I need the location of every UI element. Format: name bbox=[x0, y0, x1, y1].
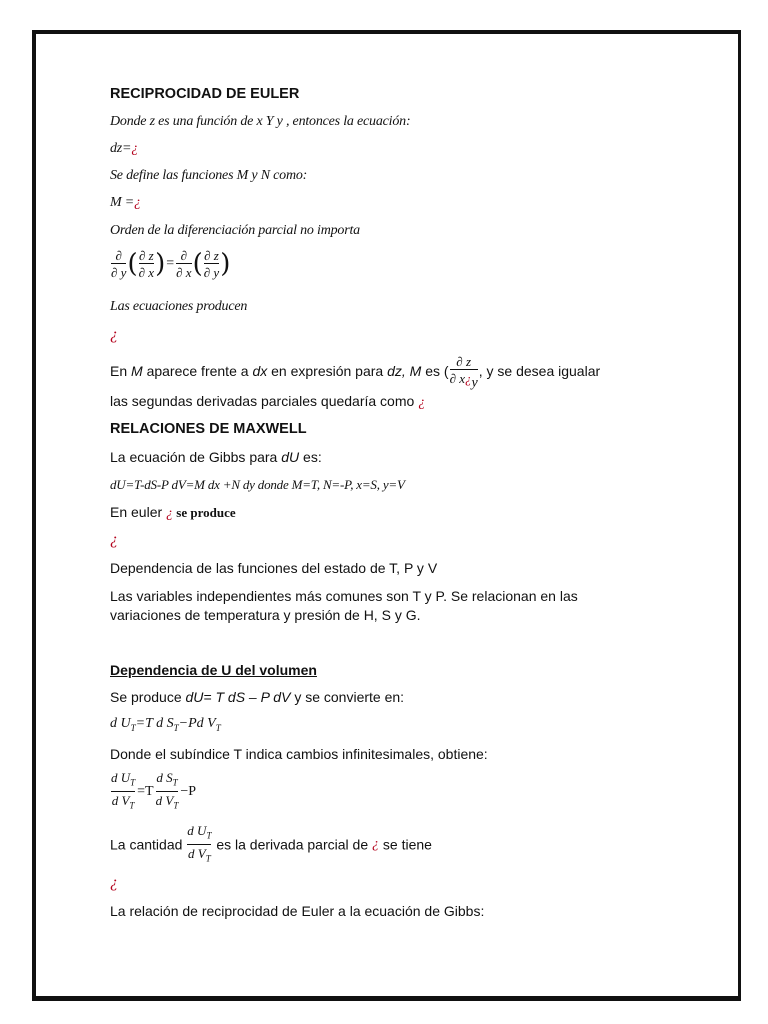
line-equations-produce: Las ecuaciones producen bbox=[110, 299, 248, 314]
line-m bbox=[110, 195, 141, 211]
line-quantity: La cantidad $\frac{d U_T}{d V_T}$ es la derivada parcial de ¿ se tiene bbox=[110, 823, 432, 866]
line-second-derivatives: las segundas derivadas parciales quedaría como ¿ bbox=[110, 393, 426, 410]
dz-text: dz= bbox=[110, 141, 132, 156]
heading-euler-reciprocity: RECIPROCIDAD DE EULER bbox=[110, 86, 300, 102]
missing-equation-marker: ¿ bbox=[110, 326, 118, 343]
missing-equation-marker: ¿ bbox=[110, 874, 118, 891]
line-euler-produce: En euler ¿ se produce bbox=[110, 504, 236, 521]
line-marker-2 bbox=[110, 531, 118, 549]
paragraph-m-dx: En M aparece frente a dx en expresión para dz, M es ( $\frac{\partial z}{\partial x¿_y}$ , y se desea igualar bbox=[110, 354, 601, 391]
missing-equation-marker: ¿ bbox=[418, 395, 426, 410]
equation-dut: d $U_T=T$ d $S_T-Pd$ $V_T$ bbox=[110, 716, 221, 733]
m-text: M = bbox=[110, 195, 135, 210]
missing-equation-marker: ¿ bbox=[131, 141, 139, 156]
heading-u-volume: Dependencia de U del volumen bbox=[110, 662, 317, 678]
line-marker-3 bbox=[110, 874, 118, 892]
line-order: Orden de la diferenciación parcial no importa bbox=[110, 223, 360, 238]
missing-equation-marker: ¿ bbox=[110, 531, 118, 548]
line-variables-1: Las variables independientes más comunes son T y P. Se relacionan en las bbox=[110, 588, 578, 604]
line-produce-du: Se produce dU= T dS – P dV y se convierte en: bbox=[110, 689, 405, 705]
line-z-function: Donde z es una función de x Y y , entonces la ecuación: bbox=[110, 114, 411, 129]
line-gibbs-du: La ecuación de Gibbs para dU es: bbox=[110, 449, 322, 465]
line-marker bbox=[110, 326, 118, 344]
line-subindex: Donde el subíndice T indica cambios infinitesimales, obtiene: bbox=[110, 746, 488, 762]
line-dependence-tpv: Dependencia de las funciones del estado de T, P y V bbox=[110, 560, 438, 576]
heading-maxwell: RELACIONES DE MAXWELL bbox=[110, 421, 307, 437]
line-gibbs-equation: dU=T-dS-P dV=M dx +N dy donde M=T, N=-P, x=S, y=V bbox=[110, 477, 405, 492]
line-variables-2: variaciones de temperatura y presión de H, S y G. bbox=[110, 607, 421, 623]
line-define-mn: Se define las funciones M y N como: bbox=[110, 168, 308, 183]
line-dz bbox=[110, 141, 138, 157]
equation-mixed-partials: $\frac{\partial}{\partial y}$ ( $\frac{\partial z}{\partial x}$ )= $\frac{\partial}{\partial x}$ ( $\frac{\partial z}{\partial y}$ ) bbox=[111, 248, 231, 280]
line-euler-gibbs: La relación de reciprocidad de Euler a la ecuación de Gibbs: bbox=[110, 903, 485, 919]
missing-equation-marker: ¿ bbox=[134, 195, 141, 210]
equation-du-dv: $\frac{d U_T}{d V_T}$ =T $\frac{d S_T}{d V_T}$ −P bbox=[110, 770, 197, 813]
